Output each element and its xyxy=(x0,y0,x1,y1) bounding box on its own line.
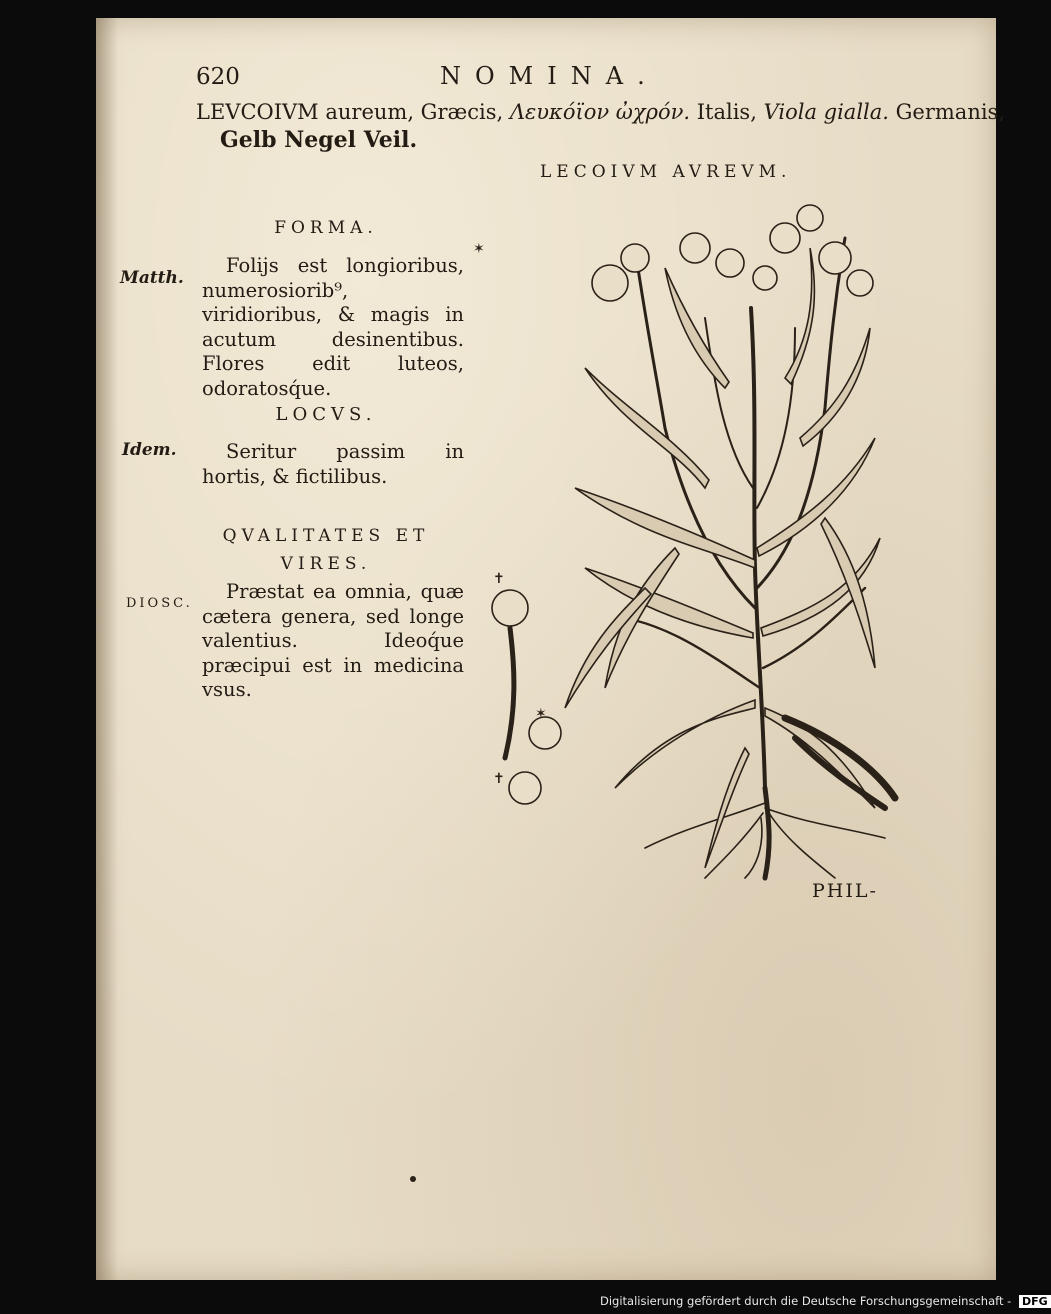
running-head: NOMINA. xyxy=(440,62,659,90)
heading-line-1: QVALITATES ET xyxy=(222,526,430,546)
german-name: Gelb Negel Veil. xyxy=(220,127,418,153)
woodcut-plant-illustration xyxy=(465,188,885,878)
digitization-footer xyxy=(600,1294,1051,1308)
catchword: PHIL- xyxy=(812,880,878,902)
ink-blot xyxy=(410,1176,416,1182)
paragraph-locus: Seritur passim in hortis, & fictilibus. xyxy=(202,440,464,488)
section-heading-forma: FORMA. xyxy=(274,218,378,238)
italian-name: Viola gialla. xyxy=(763,100,889,124)
italis-label: Italis, xyxy=(696,100,757,124)
section-heading-locus: LOCVS. xyxy=(275,404,377,425)
name-lead: LEVCOIVM aureum, Græcis, xyxy=(196,100,504,124)
germanis-label: Germanis, xyxy=(895,100,1006,124)
paragraph-forma: Folijs est longioribus, numerosiorib⁹, viridioribus, & magis in acutum desinentibus. Flores edit luteos, odoratosq́ue. xyxy=(202,254,464,400)
mark-cross-1: ✝ xyxy=(493,571,505,587)
margin-note-diosc: DIOSC. xyxy=(126,596,193,611)
margin-note-idem: Idem. xyxy=(122,440,177,460)
section-heading-qualitates xyxy=(176,522,476,578)
plant-caption: LECOIVM AVREVM. xyxy=(540,162,792,182)
name-line xyxy=(196,100,1005,124)
margin-note-matth: Matth. xyxy=(120,268,184,288)
mark-star-1: ✶ xyxy=(473,241,485,257)
heading-line-2: VIRES. xyxy=(280,554,372,574)
page-number: 620 xyxy=(196,64,240,90)
paragraph-qualitates: Præstat ea omnia, quæ cætera genera, sed longe valentius. Ideoq́ue præcipui est in medicina vsus. xyxy=(202,580,464,701)
greek-name: Λευκόϊον ὠχρόν. xyxy=(509,100,691,124)
mark-cross-2: ✝ xyxy=(493,771,505,787)
mark-star-2: ✶ xyxy=(535,706,547,722)
dfg-logo: DFG xyxy=(1019,1295,1051,1308)
footer-text: Digitalisierung gefördert durch die Deutsche Forschungsgemeinschaft - xyxy=(600,1294,1012,1308)
